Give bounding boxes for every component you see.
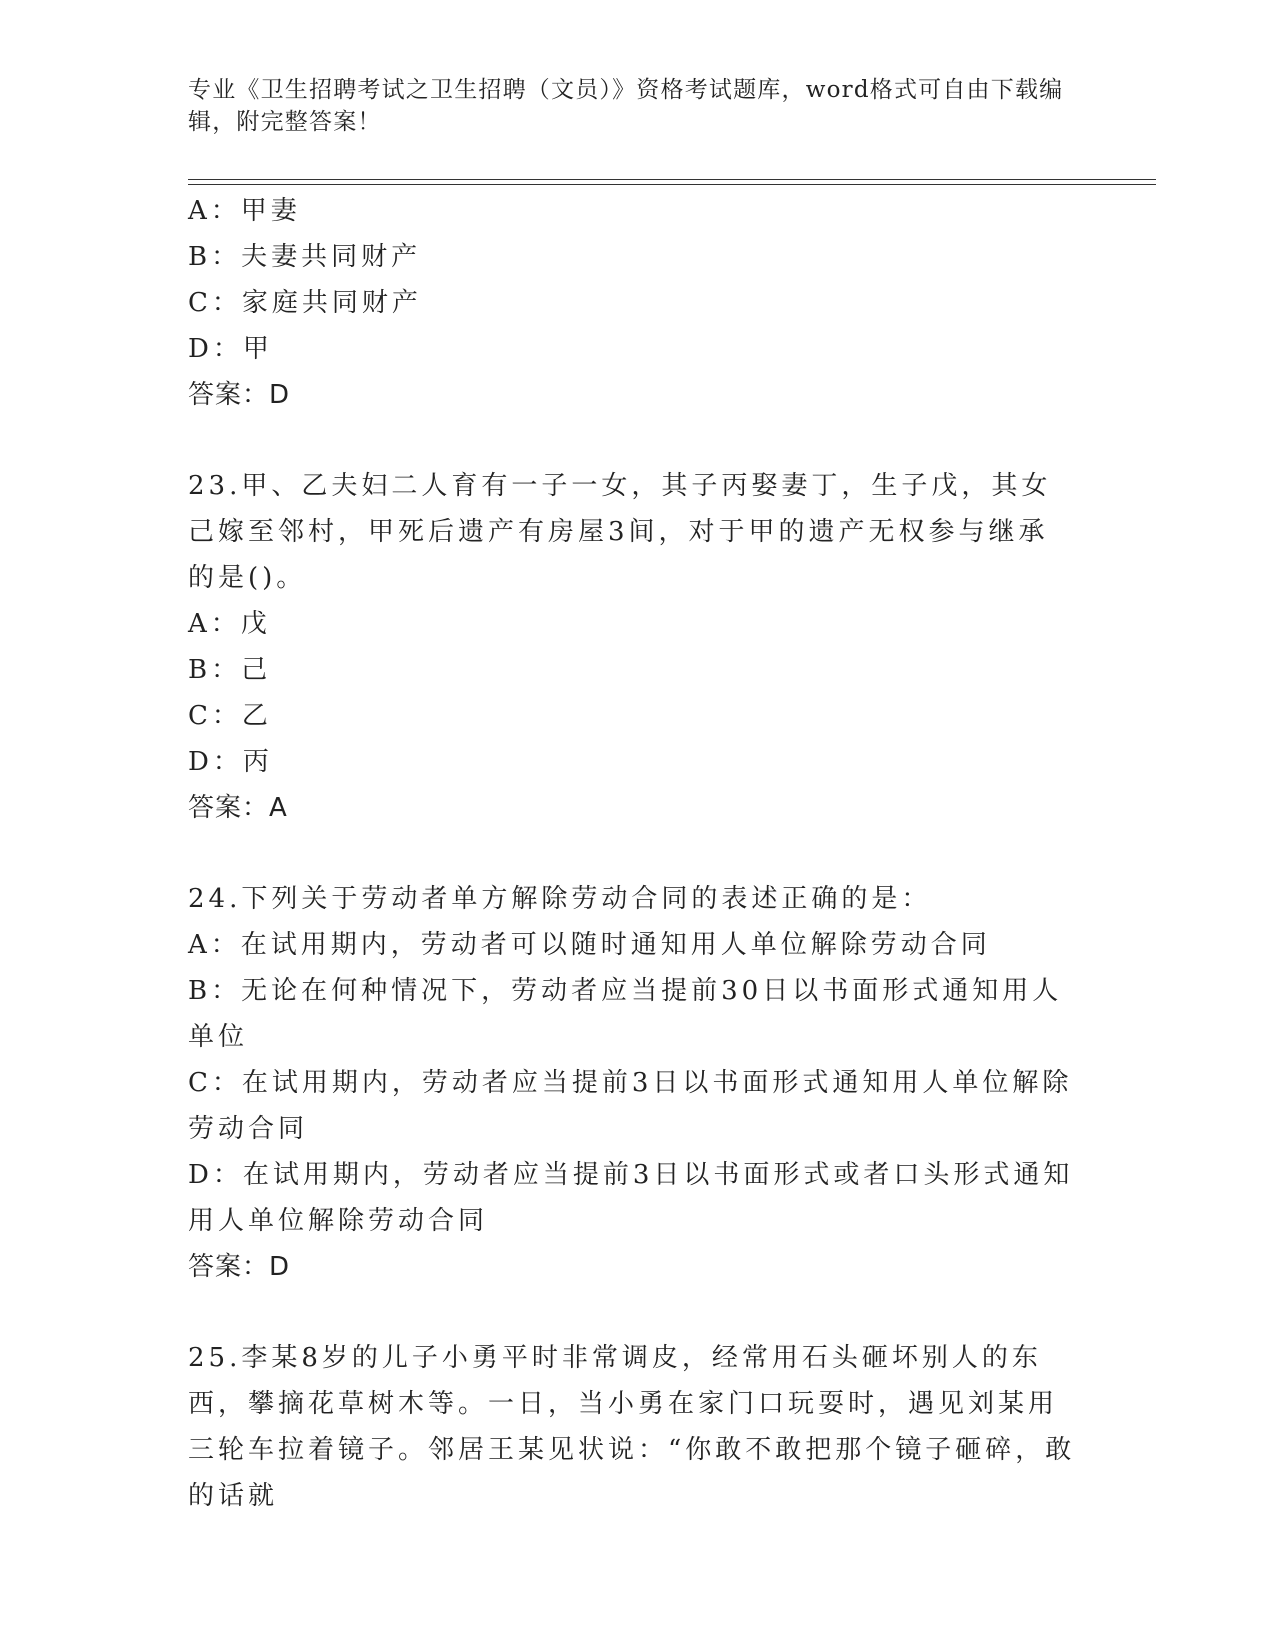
option-c: C：乙 bbox=[188, 701, 272, 731]
option-c: C：家庭共同财产 bbox=[188, 288, 422, 318]
option-d: D：丙 bbox=[188, 747, 273, 777]
option-b: B：夫妻共同财产 bbox=[188, 242, 422, 272]
answer-line: 答案：D bbox=[188, 380, 291, 410]
question-23 bbox=[188, 463, 1078, 831]
document-header: 专业《卫生招聘考试之卫生招聘（文员）》资格考试题库，word格式可自由下载编辑，附完整答案！ bbox=[188, 77, 1064, 135]
question-stem: 25.李某8岁的儿子小勇平时非常调皮，经常用石头砸坏别人的东西，攀摘花草树木等。一日，当小勇在家门口玩耍时，遇见刘某用三轮车拉着镜子。邻居王某见状说：“你敢不敢把那个镜子砸碎，敢的话就 bbox=[188, 1343, 1076, 1511]
option-a: A：甲妻 bbox=[188, 196, 301, 226]
option-d: D：在试用期内，劳动者应当提前3日以书面形式或者口头形式通知用人单位解除劳动合同 bbox=[188, 1160, 1074, 1236]
question-stem: 24.下列关于劳动者单方解除劳动合同的表述正确的是： bbox=[188, 884, 932, 914]
header-rule-bottom bbox=[188, 184, 1156, 185]
header-rule-top bbox=[188, 179, 1156, 180]
question-25 bbox=[188, 1335, 1078, 1519]
option-a: A：戊 bbox=[188, 609, 271, 639]
option-b: B：无论在何种情况下，劳动者应当提前30日以书面形式通知用人单位 bbox=[188, 976, 1063, 1052]
answer-line: 答案：A bbox=[188, 793, 288, 823]
question-stem: 23.甲、乙夫妇二人育有一子一女，其子丙娶妻丁，生子戊，其女己嫁至邻村，甲死后遗产有房屋3间，对于甲的遗产无权参与继承的是()。 bbox=[188, 471, 1052, 593]
option-a: A：在试用期内，劳动者可以随时通知用人单位解除劳动合同 bbox=[188, 930, 991, 960]
question-24 bbox=[188, 876, 1078, 1290]
document-body bbox=[188, 188, 1078, 1519]
option-b: B：己 bbox=[188, 655, 272, 685]
answer-line: 答案：D bbox=[188, 1252, 291, 1282]
option-c: C：在试用期内，劳动者应当提前3日以书面形式通知用人单位解除劳动合同 bbox=[188, 1068, 1073, 1144]
option-d: D：甲 bbox=[188, 334, 273, 364]
prev-question bbox=[188, 188, 1078, 418]
